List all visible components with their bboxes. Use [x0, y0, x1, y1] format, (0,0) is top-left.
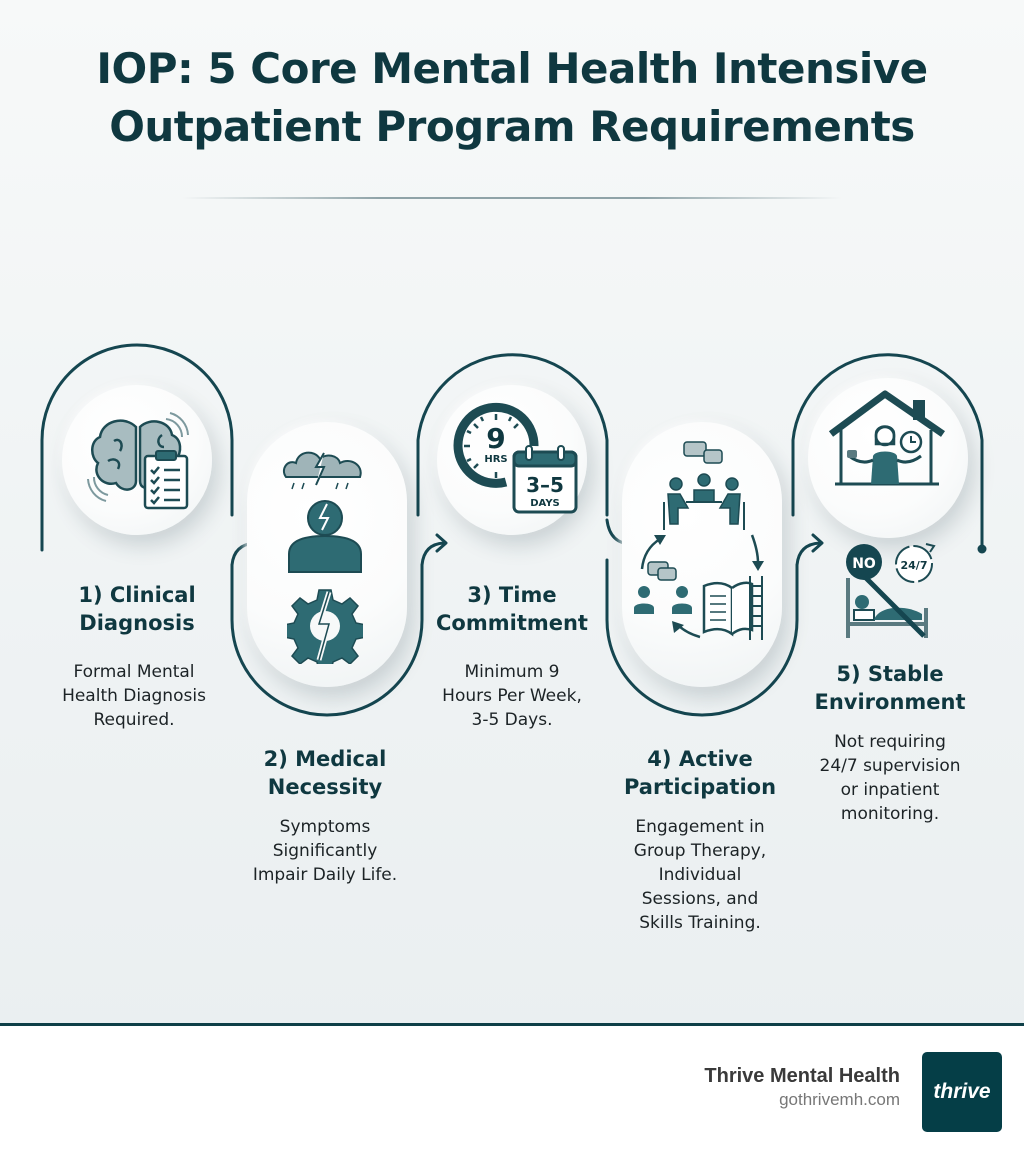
step-2-description: Symptoms Significantly Impair Daily Life.: [252, 817, 398, 885]
brand-logo[interactable]: [922, 1052, 1002, 1132]
step-4-title: 4) Active Participation: [623, 747, 777, 799]
svg-text:HRS: HRS: [484, 454, 508, 465]
storm-cloud-icon: [280, 445, 368, 493]
svg-text:24/7: 24/7: [900, 559, 928, 572]
broken-gear-icon: [287, 588, 363, 664]
svg-text:9: 9: [486, 422, 506, 455]
brand-url[interactable]: gothrivemh.com: [779, 1090, 900, 1109]
step-2-title: 2) Medical Necessity: [263, 747, 387, 799]
svg-text:3–5: 3–5: [526, 473, 564, 497]
title-line-1: IOP: 5 Core Mental Health Intensive: [96, 44, 928, 93]
logo-text: thrive: [933, 1080, 991, 1103]
hospital-bed-icon: [842, 574, 932, 640]
calendar-icon: [512, 444, 578, 514]
svg-text:NO: NO: [852, 556, 876, 572]
path-end-dot: [978, 545, 987, 554]
step-3-title: 3) Time Commitment: [436, 583, 588, 635]
cycle-arrows-icon: [630, 525, 770, 655]
step-5-title: 5) Stable Environment: [814, 662, 966, 714]
clipboard-checklist-icon: [142, 448, 190, 510]
title-line-2: Outpatient Program Requirements: [109, 102, 915, 151]
step-1-title: 1) Clinical Diagnosis: [78, 583, 196, 635]
distressed-person-icon: [287, 498, 363, 574]
step-4-description: Engagement in Group Therapy, Individual Sessions, and Skills Training.: [633, 817, 767, 933]
step-5-description: Not requiring 24/7 supervision or inpatient monitoring.: [819, 732, 961, 824]
brand-name: Thrive Mental Health: [704, 1065, 900, 1087]
step-1-description: Formal Mental Health Diagnosis Required.: [62, 662, 206, 730]
group-therapy-icon: [660, 440, 748, 536]
svg-text:DAYS: DAYS: [530, 498, 560, 509]
step-3-description: Minimum 9 Hours Per Week, 3-5 Days.: [442, 662, 582, 730]
home-person-icon: [827, 390, 947, 490]
